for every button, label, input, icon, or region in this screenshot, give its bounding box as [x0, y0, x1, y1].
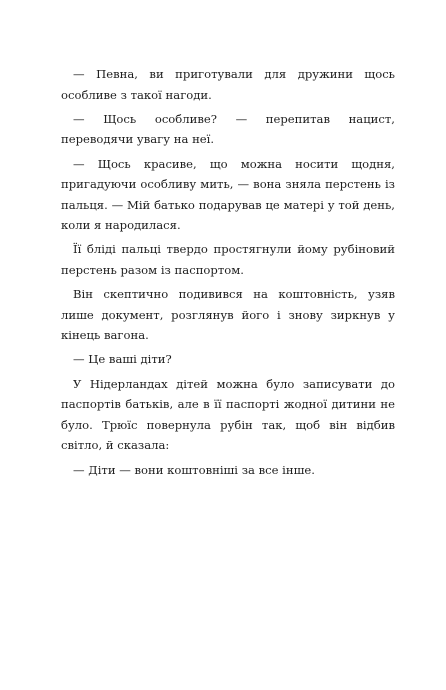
paragraph: — Це ваші діти? — [73, 352, 172, 367]
paragraph: У Нідерландах дітей можна було записувати до паспортів батьків, але в її паспорті жодної дитини не було. Трюїс повернула рубін так, щоб він відбив світло, й сказала: — [61, 376, 395, 453]
paragraph: Її бліді пальці твердо простягнули йому рубіновий перстень разом із паспортом. — [61, 242, 395, 277]
book-page-text — [61, 64, 395, 480]
paragraph: — Щось красиве, що можна носити щодня, пригадуючи особливу мить, — вона зняла перстень із пальця. — Мій батько подарував це матері у той день, коли я народилася. — [61, 156, 395, 233]
paragraph: — Щось особливе? — перепитав нацист, переводячи увагу на неї. — [61, 111, 395, 147]
paragraph: Він скептично подивився на коштовність, узяв лише документ, розглянув його і знову зиркнув у кінець вагона. — [61, 287, 395, 343]
paragraph: — Певна, ви приготували для дружини щось особливе з такої нагоди. — [61, 67, 395, 102]
paragraph: — Діти — вони коштовніші за все інше. — [73, 462, 315, 477]
